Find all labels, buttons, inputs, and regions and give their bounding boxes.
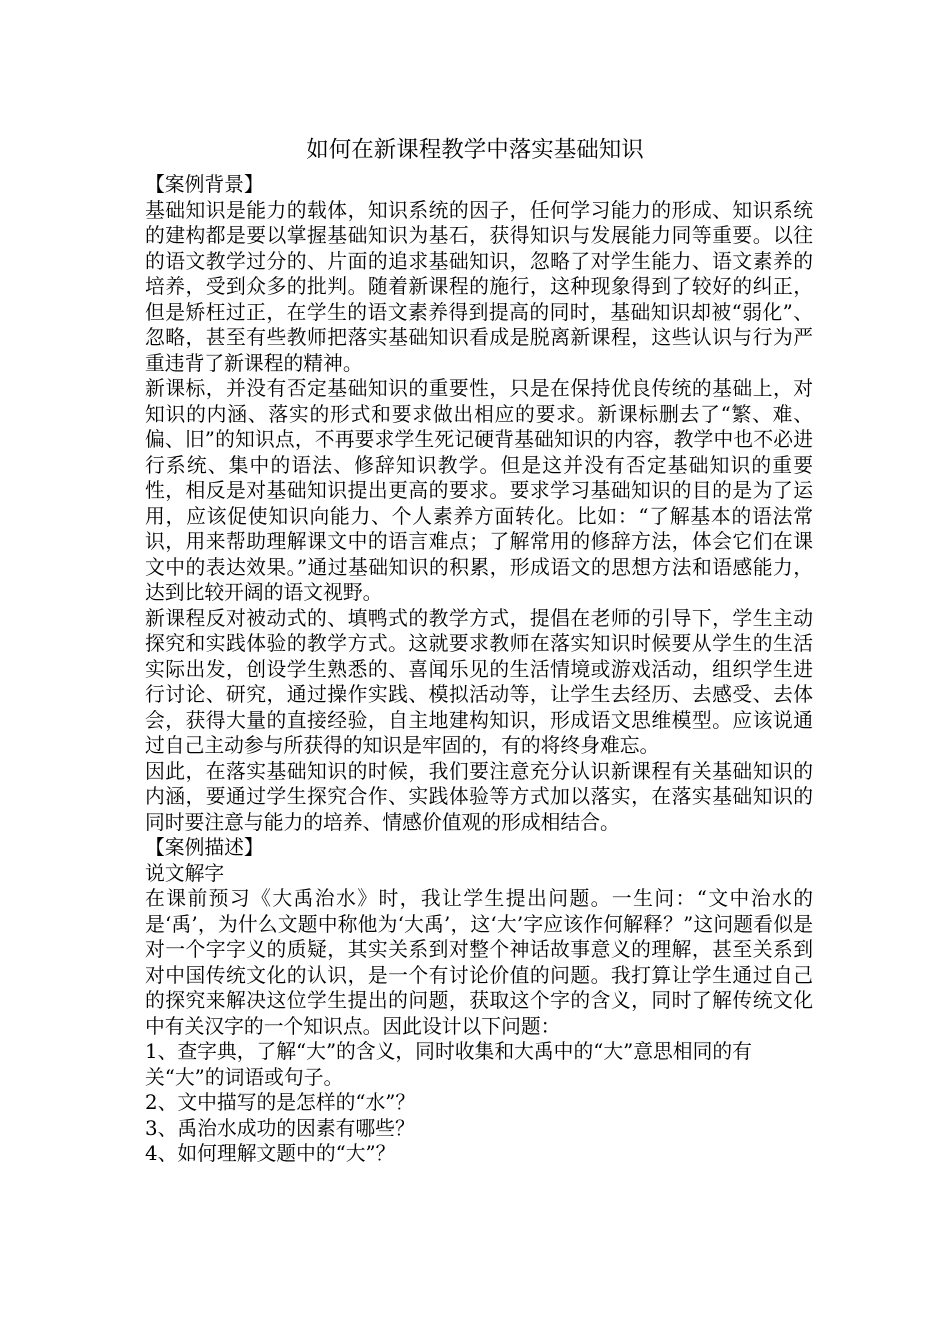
subheading: 说文解字: [145, 861, 225, 885]
question-item: 2、文中描写的是怎样的“水”？: [145, 1091, 416, 1114]
paragraph: 在课前预习《大禹治水》时，我让学生提出问题。一生问：“文中治水的是‘禹’，为什么文题中称他为‘大禹’，这‘大’字应该作何解释？”这问题看似是对一个字字义的质疑，其实关系到对整个神话故事意义的理解，甚至关系到对中国传统文化的认识，是一个有讨论价值的问题。我打算让学生通过自己的探究来解决这位学生提出的问题，获取这个字的含义，同时了解传统文化中有关汉字的一个知识点。因此设计以下问题：: [145, 887, 813, 1038]
question-item: 3、禹治水成功的因素有哪些？: [145, 1116, 415, 1140]
question-item: 4、如何理解文题中的“大”？: [145, 1142, 396, 1165]
paragraph: 新课程反对被动式的、填鸭式的教学方式，提倡在老师的引导下，学生主动探究和实践体验的教学方式。这就要求教师在落实知识时候要从学生的生活实际出发，创设学生熟悉的、喜闻乐见的生活情境或游戏活动，组织学生进行讨论、研究，通过操作实践、模拟活动等，让学生去经历、去感受、去体会，获得大量的直接经验，自主地建构知识，形成语文思维模型。应该说通过自己主动参与所获得的知识是牢固的，有的将终身难忘。: [145, 606, 813, 757]
section-heading-background: 【案例背景】: [145, 173, 264, 196]
document-body: [145, 172, 813, 1167]
question-item: 1、查字典，了解“大”的含义，同时收集和大禹中的“大”意思相同的有关“大”的词语或句子。: [145, 1040, 752, 1089]
document-title: 如何在新课程教学中落实基础知识: [306, 137, 644, 163]
paragraph: 新课标，并没有否定基础知识的重要性，只是在保持优良传统的基础上，对知识的内涵、落实的形式和要求做出相应的要求。新课标删去了“繁、难、偏、旧”的知识点，不再要求学生死记硬背基础知识的内容，教学中也不必进行系统、集中的语法、修辞知识教学。但是这并没有否定基础知识的重要性，相反是对基础知识提出更高的要求。要求学习基础知识的目的是为了运用，应该促使知识向能力、个人素养方面转化。比如：“了解基本的语法常识，用来帮助理解课文中的语言难点；了解常用的修辞方法，体会它们在课文中的表达效果。”通过基础知识的积累，形成语文的思想方法和语感能力，达到比较开阔的语文视野。: [145, 377, 813, 604]
paragraph: 基础知识是能力的载体，知识系统的因子，任何学习能力的形成、知识系统的建构都是要以掌握基础知识为基石，获得知识与发展能力同等重要。以往的语文教学过分的、片面的追求基础知识，忽略了对学生能力、语文素养的培养，受到众多的批判。随着新课程的施行，这种现象得到了较好的纠正，但是矫枉过正，在学生的语文素养得到提高的同时，基础知识却被“弱化”、忽略，甚至有些教师把落实基础知识看成是脱离新课程，这些认识与行为严重违背了新课程的精神。: [145, 198, 813, 375]
paragraph: 因此，在落实基础知识的时候，我们要注意充分认识新课程有关基础知识的内涵，要通过学生探究合作、实践体验等方式加以落实，在落实基础知识的同时要注意与能力的培养、情感价值观的形成相结合。: [145, 759, 813, 834]
section-heading-description: 【案例描述】: [145, 836, 264, 859]
